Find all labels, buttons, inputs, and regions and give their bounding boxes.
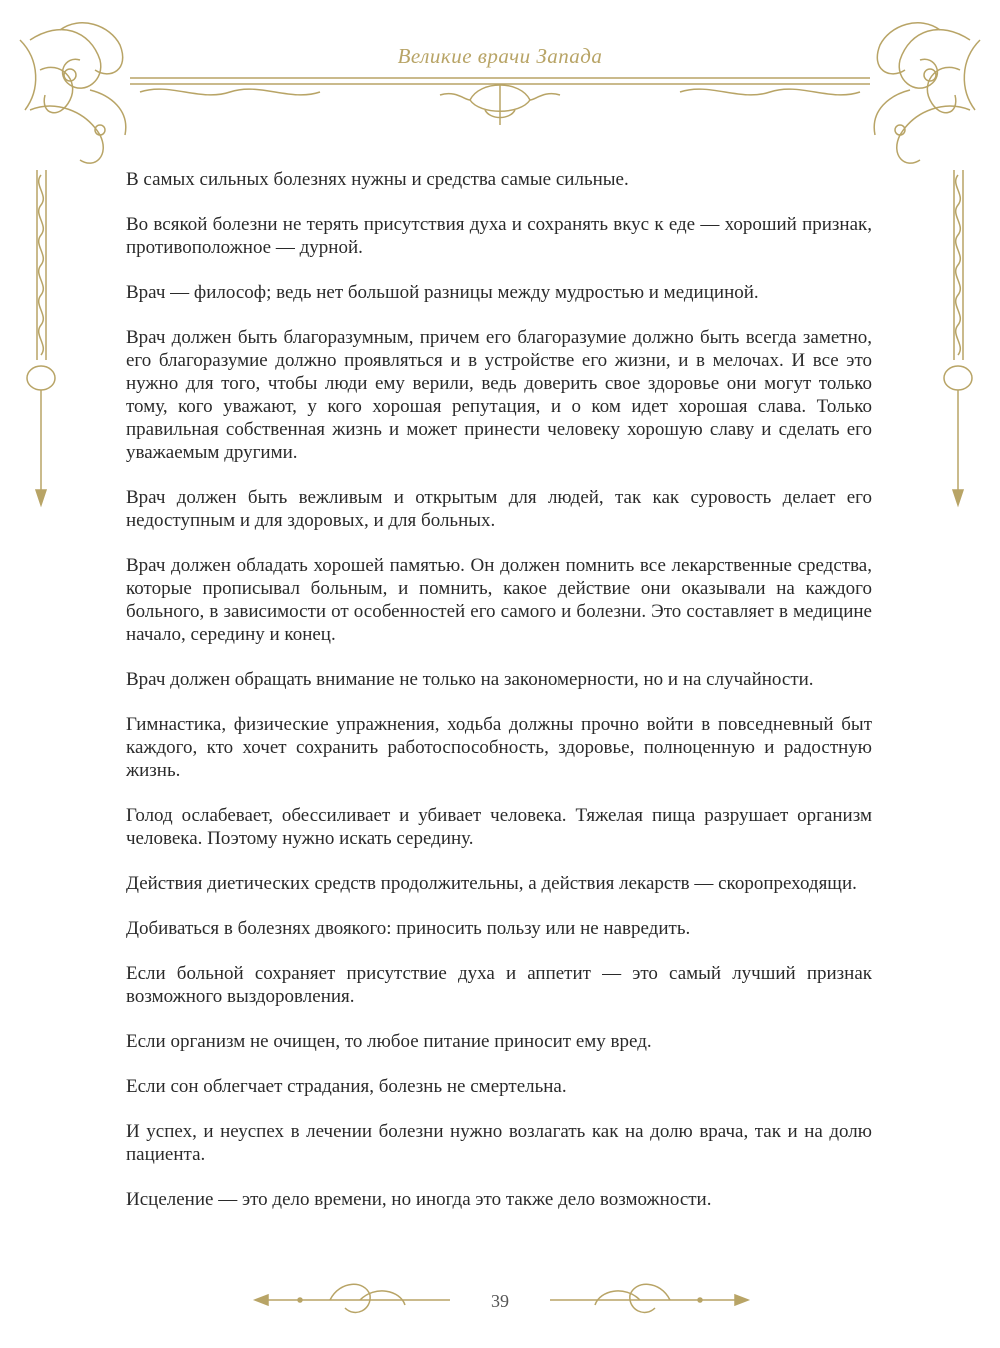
paragraph: Если сон облегчает страдания, болезнь не смертельна. (126, 1076, 567, 1097)
right-border-ornament (944, 170, 972, 505)
paragraph: Врач должен быть вежливым и открытым для людей, так как суровость делает его недоступным и для здоровых, и для больных. (126, 487, 872, 531)
top-center-ornament (440, 85, 560, 125)
paragraph: Если организм не очищен, то любое питание приносит ему вред. (126, 1031, 652, 1052)
paragraph: Исцеление — это дело времени, но иногда это также дело возможности. (126, 1189, 712, 1210)
paragraph: Действия диетических средств продолжительны, а действия лекарств — скоропреходящи. (126, 873, 857, 894)
page-number: 39 (491, 1291, 509, 1311)
paragraph: И успех, и неуспех в лечении болезни нужно возлагать как на долю врача, так и на долю пациента. (126, 1121, 872, 1165)
paragraph: Врач должен обращать внимание не только на закономерности, но и на случайности. (126, 669, 814, 690)
paragraph: В самых сильных болезнях нужны и средства самые сильные. (126, 169, 629, 190)
paragraph: Голод ослабевает, обессиливает и убивает человека. Тяжелая пища разрушает организм человека. Поэтому нужно искать середину. (126, 805, 872, 849)
paragraph: Во всякой болезни не терять присутствия духа и сохранять вкус к еде — хороший признак, противоположное — дурной. (126, 214, 872, 258)
left-border-ornament (27, 170, 55, 505)
paragraph: Врач должен обладать хорошей памятью. Он должен помнить все лекарственные средства, которые прописывал больным, и помнить, какое действие они оказывали на каждого больного, в зависимости от особенностей его самого и болезни. Это составляет в медицине начало, середину и конец. (126, 555, 872, 645)
paragraph: Врач должен быть благоразумным, причем его благоразумие должно быть всегда заметно, его благоразумие должно проявляться и в устройстве его жизни, и в мелочах. И все это нужно для того, чтобы люди ему верили, ведь доверить свое здоровье они могут только тому, кого уважают, у кого хорошая репутация, и о ком идет хорошая слава. Только правильная собственная жизнь и может принести человеку хорошую славу и сделать его уважаемым другими. (126, 327, 872, 463)
paragraph: Врач — философ; ведь нет большой разницы между мудростью и медициной. (126, 282, 759, 303)
paragraph: Гимнастика, физические упражнения, ходьба должны прочно войти в повседневный быт каждого, кто хочет сохранить работоспособность, здоровье, полноценную и радостную жизнь. (126, 714, 872, 781)
paragraph: Если больной сохраняет присутствие духа и аппетит — это самый лучший признак возможного выздоровления. (126, 963, 872, 1007)
running-header-title: Великие врачи Запада (397, 44, 603, 68)
paragraph: Добиваться в болезнях двоякого: приносить пользу или не навредить. (126, 918, 691, 939)
aphorisms-text (126, 168, 872, 1233)
